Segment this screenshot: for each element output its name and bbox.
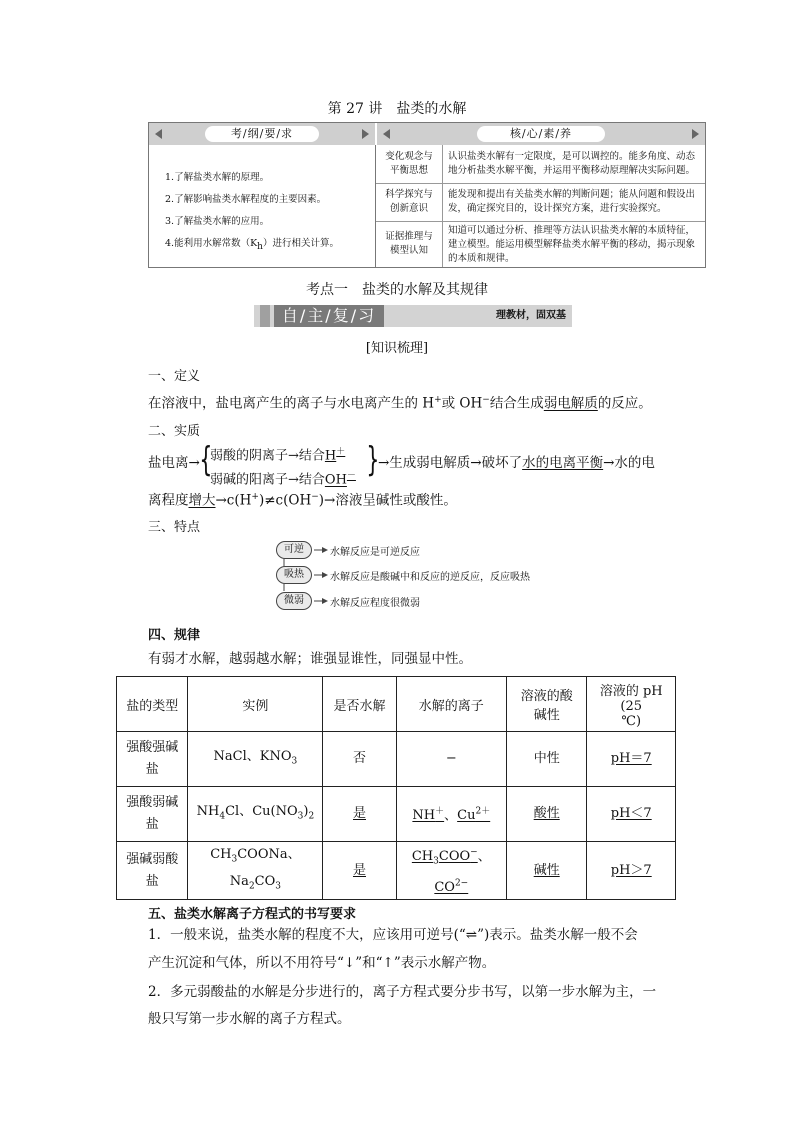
brace-close-icon: } xyxy=(366,440,380,480)
literacy-grid xyxy=(376,145,705,267)
requirements-header-label: 考/纲/要/求 xyxy=(205,126,319,142)
literacy-category: 变化观念与 平衡思想 xyxy=(385,151,433,176)
banner-title: 自/主/复/习 xyxy=(274,305,384,327)
literacy-description: 认识盐类水解有一定限度，是可以调控的。能多角度、动态地分析盐类水解平衡，并运用平衡移动原理解决实际问题。 xyxy=(448,151,696,176)
features-heading: 三、特点 xyxy=(148,520,201,535)
feature-text: 水解反应是可逆反应 xyxy=(330,547,420,558)
equation-rule-2b: 般只写第一步水解的离子方程式。 xyxy=(148,1011,351,1027)
literacy-row xyxy=(376,221,705,268)
rules-heading: 四、规律 xyxy=(148,628,201,643)
feature-text: 水解反应是酸碱中和反应的逆反应，反应吸热 xyxy=(330,572,530,583)
lesson-title: 第 27 讲 盐类的水解 xyxy=(327,101,467,117)
essence-lead: 盐电离→ xyxy=(148,455,200,471)
brace-icon: { xyxy=(199,440,213,480)
literacy-description: 能发现和提出有关盐类水解的判断问题；能从问题和假设出发，确定探究目的，设计探究方案，进行实验探究。 xyxy=(448,189,696,214)
banner-subtitle: 理教材，固双基 xyxy=(496,310,566,321)
requirement-item: 3.了解盐类水解的应用。 xyxy=(165,216,270,227)
literacy-row xyxy=(376,183,705,222)
rules-text: 有弱才水解，越弱越水解；谁强显谁性，同强显中性。 xyxy=(148,651,472,667)
branch-cation: 弱碱的阳离子→结合OH－ xyxy=(210,471,356,488)
equation-rule-1: 1．一般来说，盐类水解的程度不大，应该用可逆号(“⇌”)表示。盐类水解一般不会 xyxy=(148,927,638,943)
requirements-literacy-table xyxy=(148,122,706,268)
table-row: 强酸强碱 盐 NaCl、$KNO_3$ 否 − 中性 pH＝7 xyxy=(117,732,676,787)
table-row: 强碱弱酸 盐 $CH_3COONa$、 $Na_2CO_3$ 是 $CH_3COO^-$、 $CO^{2-}$ 碱性 pH＞7 xyxy=(117,842,676,900)
col-header: 盐的类型 xyxy=(117,677,188,732)
requirement-item: 2.了解影响盐类水解程度的主要因素。 xyxy=(165,194,327,205)
triangle-right-icon xyxy=(362,129,369,139)
section-title: 考点一 盐类的水解及其规律 xyxy=(306,282,488,298)
literacy-header xyxy=(377,123,705,145)
literacy-description: 知道可以通过分析、推理等方法认识盐类水解的本质特征，建立模型。能运用模型解释盐类水解平衡的移动，揭示现象的本质和规律。 xyxy=(448,225,696,264)
essence-branches xyxy=(210,442,356,491)
col-header: 溶液的 pH (25 ℃) xyxy=(587,677,676,732)
self-review-banner xyxy=(254,305,572,327)
feature-node-endothermic: 吸热 xyxy=(276,566,312,584)
col-header: 溶液的酸 碱性 xyxy=(506,677,586,732)
col-header: 水解的离子 xyxy=(396,677,506,732)
triangle-left-icon xyxy=(383,129,390,139)
feature-text: 水解反应程度很微弱 xyxy=(330,598,420,609)
literacy-category: 证据推理与 模型认知 xyxy=(385,231,433,256)
col-header: 是否水解 xyxy=(323,677,396,732)
essence-chain: →生成弱电解质→破坏了水的电离平衡→水的电 xyxy=(378,455,655,471)
feature-node-weak: 微弱 xyxy=(276,592,312,610)
literacy-row xyxy=(376,145,705,183)
literacy-category: 科学探究与 创新意识 xyxy=(385,189,433,214)
knowledge-heading: [知识梳理] xyxy=(365,341,429,356)
requirement-item: 4.能利用水解常数$(K_h)$进行相关计算。 xyxy=(165,238,339,252)
requirements-list xyxy=(165,167,339,258)
triangle-right-icon xyxy=(692,129,699,139)
branch-anion: 弱酸的阴离子→结合H＋ xyxy=(210,447,346,464)
salt-rules-table xyxy=(116,676,676,900)
equation-rule-2: 2．多元弱酸盐的水解是分步进行的，离子方程式要分步书写，以第一步水解为主，一 xyxy=(148,984,657,1000)
essence-chain-2: 离程度增大→c(H+)≠c(OH−)→溶液呈碱性或酸性。 xyxy=(148,492,457,509)
col-header: 实例 xyxy=(188,677,323,732)
table-header-row xyxy=(117,677,676,732)
definition-heading: 一、定义 xyxy=(148,369,201,384)
table-row: 强酸弱碱 盐 $NH_4Cl$、$Cu(NO_3)_2$ 是 NH＋、$Cu^{2+}$ 酸性 pH＜7 xyxy=(117,787,676,842)
requirement-item: 1.了解盐类水解的原理。 xyxy=(165,172,270,183)
essence-heading: 二、实质 xyxy=(148,424,201,439)
requirements-header xyxy=(149,123,375,145)
equation-rules-heading: 五、盐类水解离子方程式的书写要求 xyxy=(148,907,357,922)
definition-text: 在溶液中，盐电离产生的离子与水电离产生的 H+或 OH−结合生成弱电解质的反应。 xyxy=(148,395,652,412)
literacy-header-label: 核/心/素/养 xyxy=(477,126,605,142)
triangle-left-icon xyxy=(155,129,162,139)
feature-node-reversible: 可逆 xyxy=(276,541,312,559)
equation-rule-1b: 产生沉淀和气体，所以不用符号“↓”和“↑”表示水解产物。 xyxy=(148,955,496,971)
